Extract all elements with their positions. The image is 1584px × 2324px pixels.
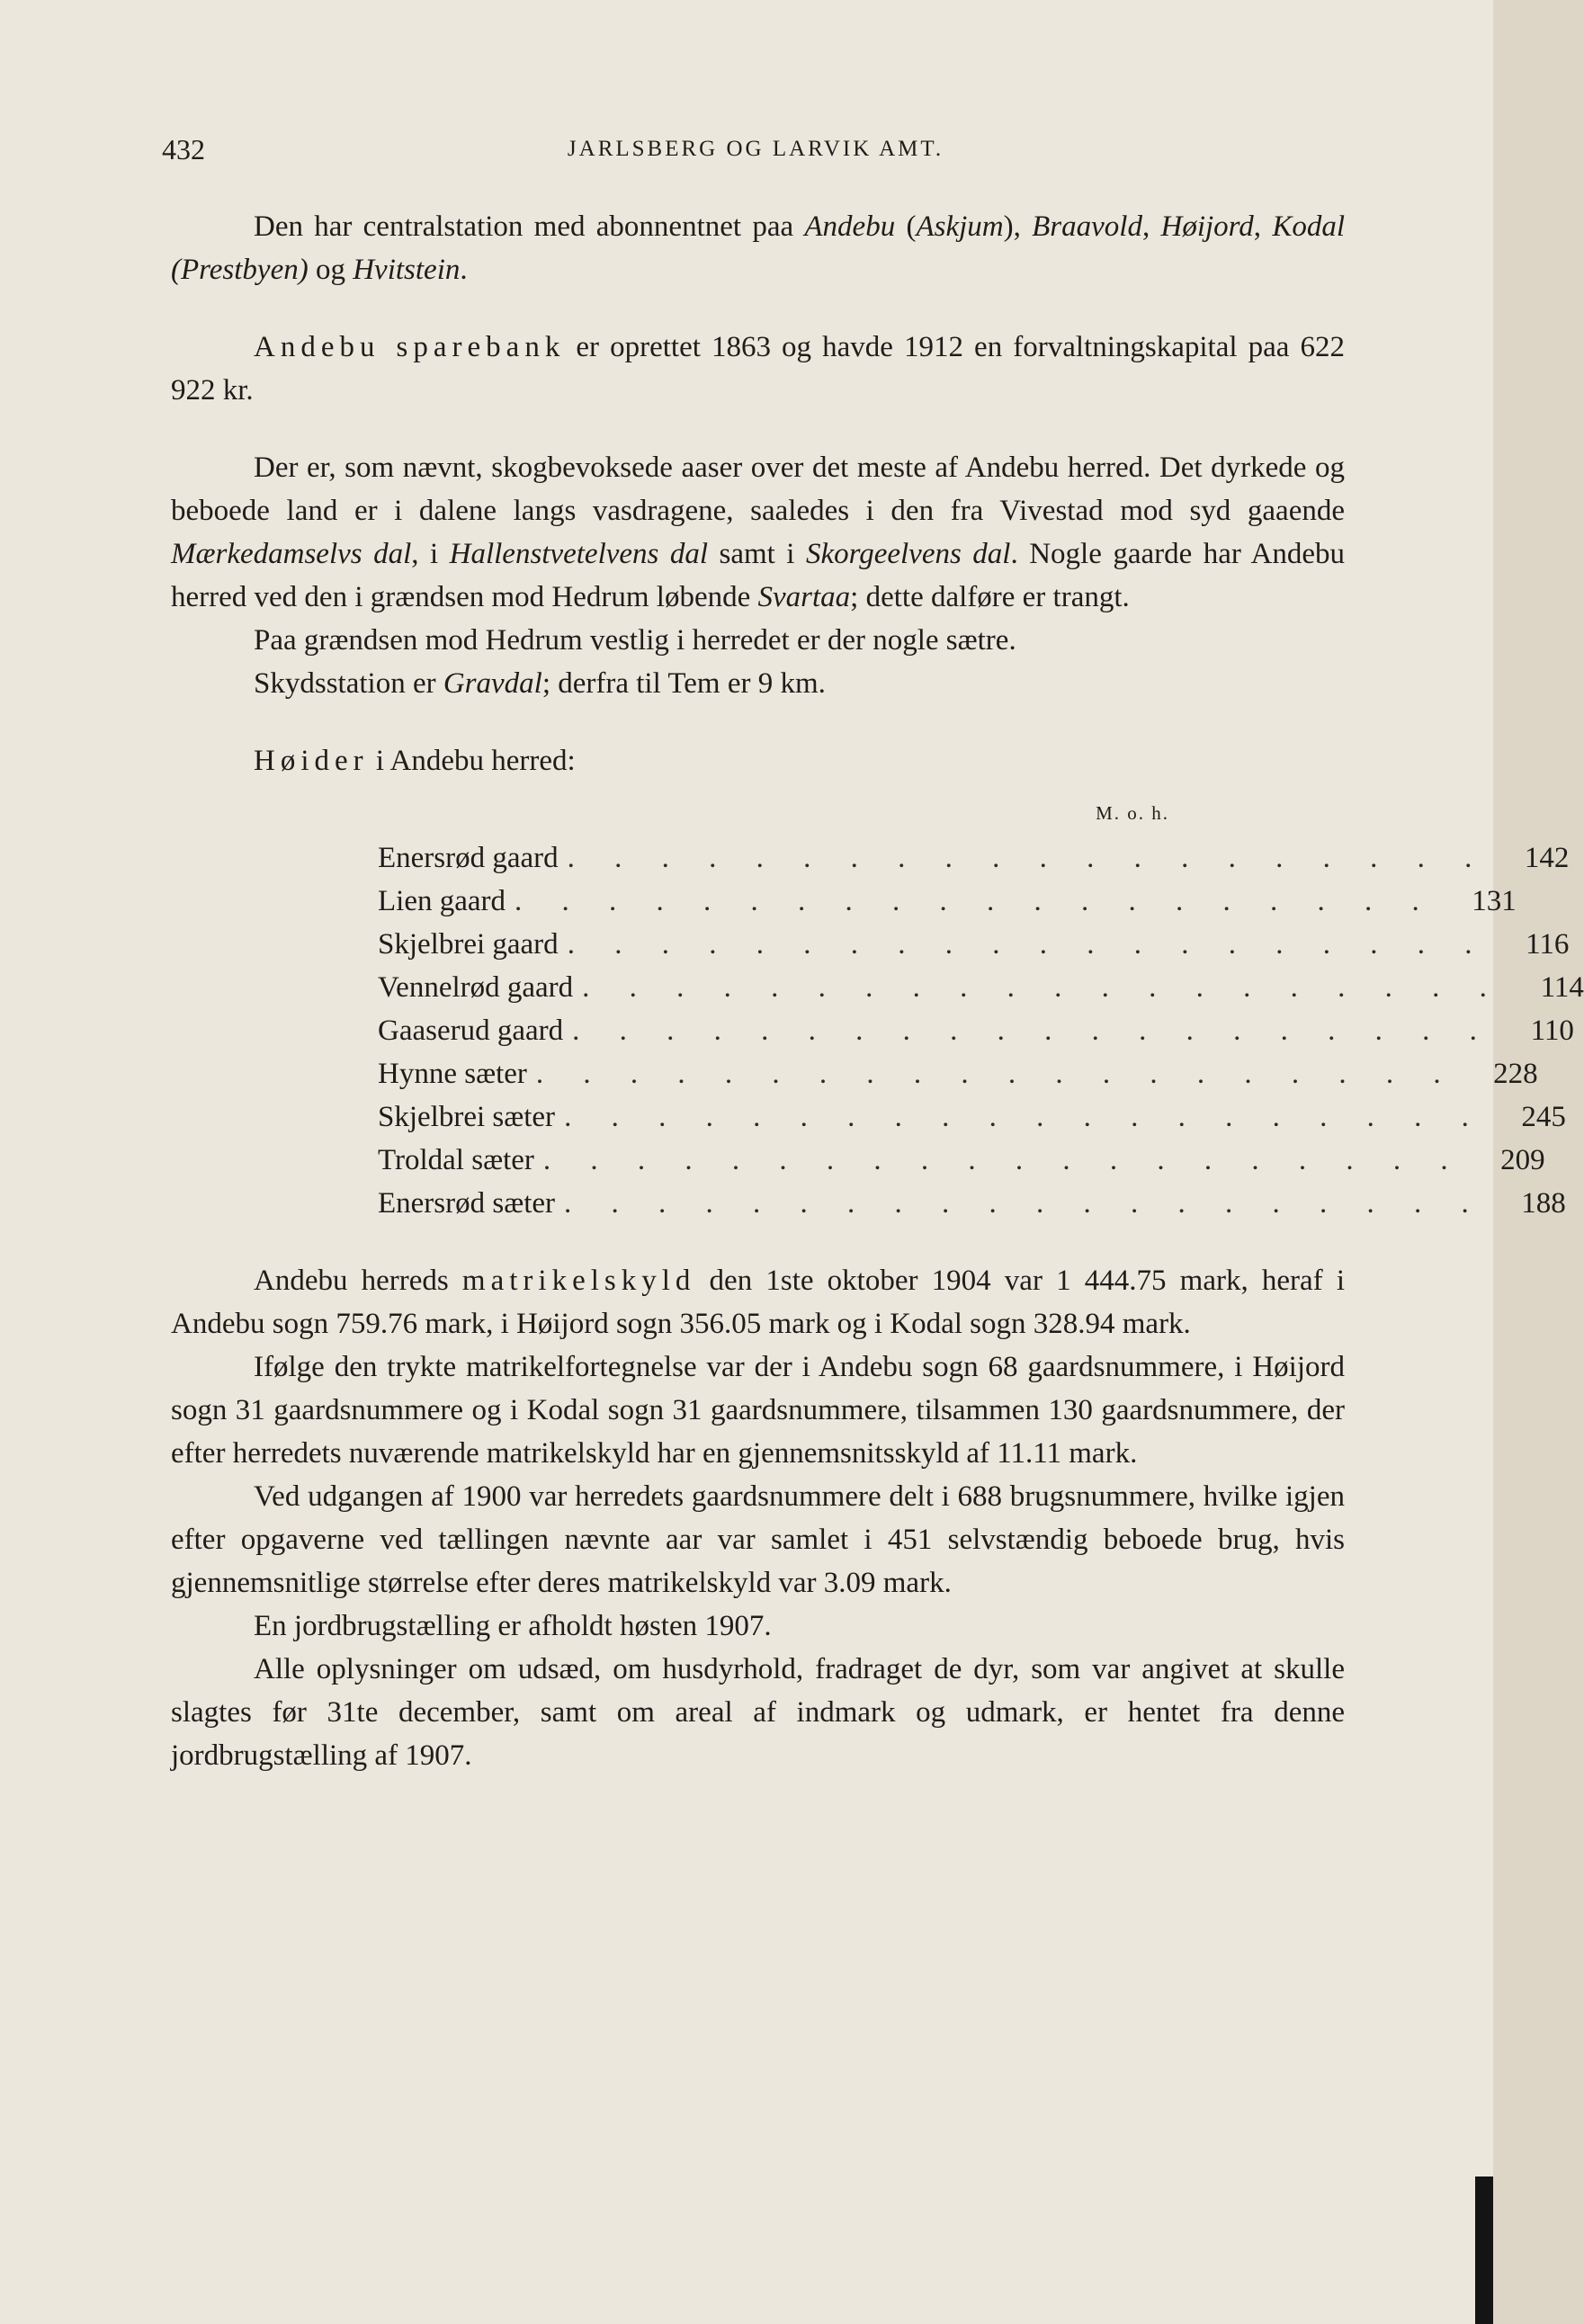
text-run: . — [460, 254, 468, 286]
running-title: JARLSBERG OG LARVIK AMT. — [567, 137, 944, 161]
paragraph-matrikelskyld — [171, 1259, 1345, 1345]
text-run: er oprettet 1863 og havde 1912 en forvaltningskapital paa 622 922 kr. — [171, 331, 1345, 407]
height-place-name: Gaaserud gaard — [378, 1015, 564, 1047]
spaced-term: Andebu sparebank — [254, 331, 566, 363]
text-run: Der er, som nævnt, skogbevoksede aaser over det meste af Andebu herred. Det dyrkede og beboede land er i dalene langs vasdragene, saaledes i den fra Vivestad mod syd gaaende — [171, 451, 1345, 527]
text-run: , — [1253, 210, 1273, 243]
leader-dots: . . . . . . . . . . . . . . . . . . . . — [535, 1058, 1457, 1090]
text-run: Skydsstation er — [254, 667, 443, 700]
paragraph-oplysninger: Alle oplysninger om udsæd, om husdyrhold, fradraget de dyr, som var angivet at skulle slagtes før 31te december, samt om areal af indmark og udmark, er hentet fra denne jordbrugstælling af 1907. — [171, 1653, 1345, 1772]
height-place-name: Skjelbrei gaard — [378, 928, 559, 961]
heights-table — [378, 836, 1584, 1225]
place-name: Svartaa — [757, 581, 851, 613]
paragraph-skydsstation — [171, 662, 1345, 705]
leader-dots: . . . . . . . . . . . . . . . . . . . . — [515, 885, 1436, 917]
text-run: , — [1141, 210, 1161, 243]
text-run: i Andebu herred: — [368, 745, 576, 777]
place-name: Hvitstein — [353, 254, 461, 286]
place-name: Braavold — [1032, 210, 1142, 243]
height-place-name: Vennelrød gaard — [378, 971, 574, 1004]
text-run: . Nogle gaarde har Andebu herred ved den i grændsen mod Hedrum løbende — [171, 538, 1345, 613]
height-value: 114 — [1540, 971, 1584, 1004]
height-value: 116 — [1526, 928, 1570, 961]
page-header — [162, 133, 1349, 169]
leader-dots: . . . . . . . . . . . . . . . . . . . . — [542, 1144, 1464, 1176]
heights-unit-label: M. o. h. — [1096, 802, 1169, 824]
heights-heading — [171, 739, 1345, 782]
leader-dots: . . . . . . . . . . . . . . . . . . . . — [572, 1015, 1493, 1047]
paragraph-centralstation — [171, 205, 1345, 291]
text-run: ; dette dalføre er trangt. — [850, 581, 1130, 613]
heights-row — [378, 1095, 1566, 1139]
heights-row — [378, 880, 1517, 923]
text-run: ( — [895, 210, 917, 243]
body-text — [171, 205, 1584, 1777]
paragraph-sparebank — [171, 326, 1345, 412]
spaced-term: Høider — [254, 745, 369, 777]
spaced-term: matrikelskyld — [461, 1265, 696, 1297]
heights-row — [378, 923, 1570, 966]
heights-row — [378, 836, 1570, 880]
text-run: ; derfra til Tem er 9 km. — [541, 667, 826, 700]
leader-dots: . . . . . . . . . . . . . . . . . . . . — [567, 842, 1489, 874]
page-number: 432 — [162, 133, 205, 165]
place-name: Skorgeelvens dal — [805, 538, 1011, 570]
height-value: 228 — [1493, 1058, 1538, 1090]
height-value: 209 — [1500, 1144, 1545, 1176]
height-value: 131 — [1472, 885, 1517, 917]
text-run: Den har centralstation med abonnentnet paa — [254, 210, 805, 243]
heights-row — [378, 1009, 1574, 1052]
leader-dots: . . . . . . . . . . . . . . . . . . . . — [567, 928, 1489, 961]
leader-dots: . . . . . . . . . . . . . . . . . . . . — [564, 1187, 1485, 1220]
height-value: 188 — [1521, 1187, 1566, 1220]
text-run: og — [308, 254, 353, 286]
scan-edge-shadow — [1475, 2177, 1493, 2324]
paragraph-gaardsnummere: Ifølge den trykte matrikelfortegnelse var der i Andebu sogn 68 gaardsnummere, i Høijord sogn 31 gaardsnummere og i Kodal sogn 31 gaardsnummere, tilsammen 130 gaardsnummere, der efter herredets nuværende matrikelskyld har en gjennemsnitsskyld af 11.11 mark. — [171, 1351, 1345, 1470]
place-name: Mærkedamselvs dal — [171, 538, 412, 570]
place-name: Hallenstvetelvens dal — [449, 538, 709, 570]
text-run: samt i — [708, 538, 806, 570]
height-place-name: Enersrød sæter — [378, 1187, 556, 1220]
height-place-name: Lien gaard — [378, 885, 506, 917]
text-run: ), — [1003, 210, 1033, 243]
heights-row — [378, 1052, 1538, 1095]
paragraph-saetre: Paa grændsen mod Hedrum vestlig i herredet er der nogle sætre. — [254, 624, 1016, 657]
height-place-name: Hynne sæter — [378, 1058, 527, 1090]
paragraph-landscape — [171, 446, 1345, 619]
height-place-name: Troldal sæter — [378, 1144, 534, 1176]
height-value: 110 — [1530, 1015, 1574, 1047]
heights-row — [378, 1182, 1566, 1225]
height-value: 245 — [1521, 1101, 1566, 1133]
place-name: Gravdal — [443, 667, 542, 700]
height-place-name: Enersrød gaard — [378, 842, 559, 874]
text-run: den 1ste oktober 1904 var 1 444.75 mark, heraf i Andebu sogn 759.76 mark, i Høijord sogn 356.05 mark og i Kodal sogn 328.94 mark. — [171, 1265, 1345, 1340]
paragraph-brugsnummere: Ved udgangen af 1900 var herredets gaardsnummere delt i 688 brugsnummere, hvilke igjen efter opgaverne ved tællingen nævnte aar var samlet i 451 selvstændig beboede brug, hvis gjennemsnitlige størrelse efter deres matrikelskyld var 3.09 mark. — [171, 1480, 1345, 1599]
height-value: 142 — [1524, 842, 1570, 874]
text-run: , i — [411, 538, 450, 570]
place-name: Askjum — [916, 210, 1004, 243]
height-place-name: Skjelbrei sæter — [378, 1101, 556, 1133]
place-name: Kodal (Prestbyen) — [171, 210, 1346, 286]
place-name: Andebu — [804, 210, 896, 243]
heights-row — [378, 1139, 1545, 1182]
leader-dots: . . . . . . . . . . . . . . . . . . . . — [564, 1101, 1485, 1133]
paragraph-jordbrugstaelling: En jordbrugstælling er afholdt høsten 1907. — [254, 1610, 772, 1642]
heights-row — [378, 966, 1584, 1009]
place-name: Høijord — [1160, 210, 1254, 243]
text-run: Andebu herreds — [254, 1265, 462, 1297]
leader-dots: . . . . . . . . . . . . . . . . . . . . — [582, 971, 1503, 1004]
